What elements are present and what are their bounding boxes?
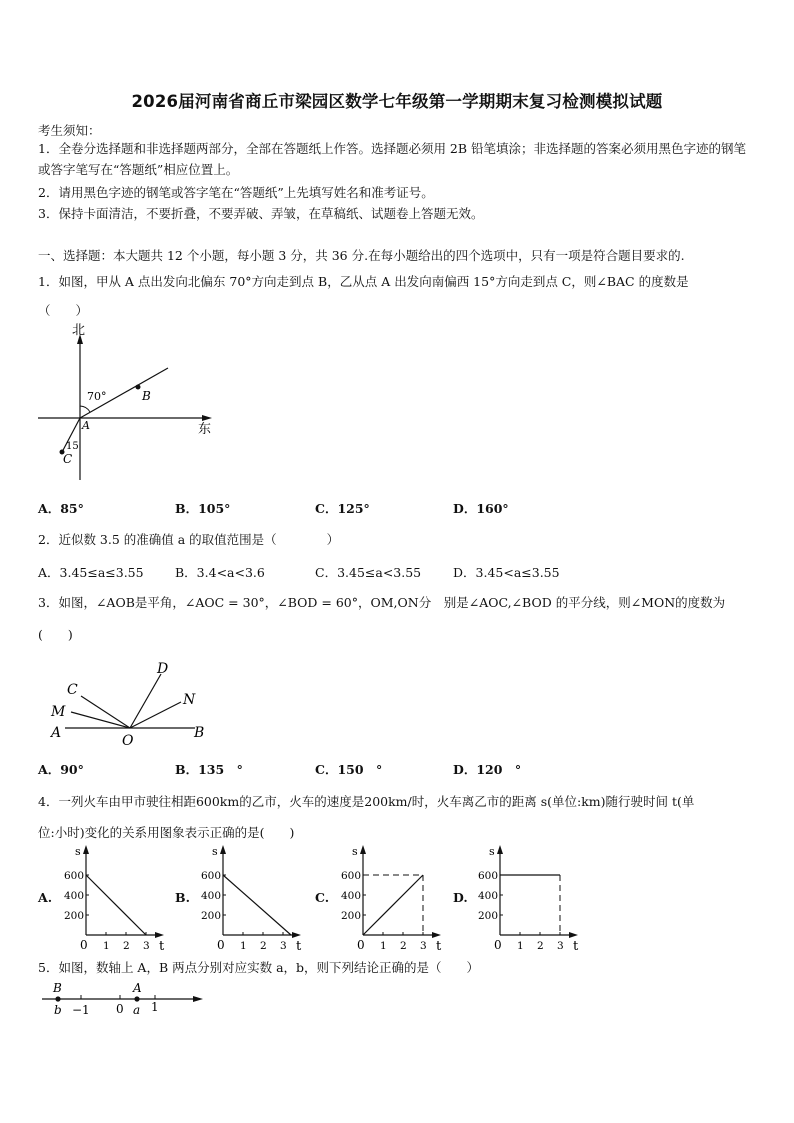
s-axis-arrow [360,845,366,854]
point-a [134,996,139,1001]
s-axis-arrow [497,845,503,854]
x-tick-label: 1 [517,940,524,952]
label-b-lower: b [54,1003,62,1017]
x-tick-label: 2 [123,940,130,952]
series-line [363,875,423,935]
y-tick-label: 400 [64,890,85,902]
y-tick-label: 600 [64,870,85,882]
x-tick-label: 2 [537,940,544,952]
x-tick-label: 3 [143,940,150,952]
s-axis-arrow [83,845,89,854]
label-one: 1 [151,1000,159,1014]
axis-arrow [193,996,203,1002]
angle-70-label: 70° [87,390,107,403]
label-b: B [142,389,151,403]
q4-option-b-letter: B. [175,890,190,905]
s-axis-label: s [212,845,218,858]
label-o: O [122,733,134,749]
label-m: M [51,704,66,720]
q1-option-c: C．125° [315,501,370,516]
x-tick-label: 1 [380,940,387,952]
q1-option-b: B．105° [175,501,231,516]
q2-option-b: B．3.4<a<3.6 [175,565,265,580]
q1-paren: （ ） [38,303,89,318]
y-tick-label: 200 [201,910,222,922]
east-arrow [202,415,212,421]
y-tick-label: 400 [478,890,499,902]
x-tick-label: 2 [400,940,407,952]
label-a: A [51,725,62,741]
point-b [136,385,141,390]
notice-item-1: 1．全卷分选择题和非选择题两部分，全部在答题纸上作答。选择题必须用 2B 铅笔填涂；非选择题的答案必须用黑色字迹的钢笔或答字笔写在“答题纸”相应位置上。 [38,141,747,177]
ray-om [71,712,130,728]
label-c: C [63,452,73,466]
east-label: 东 [198,422,212,437]
x-tick-label: 3 [280,940,287,952]
q5-text: 5．如图，数轴上 A，B 两点分别对应实数 a，b，则下列结论正确的是（ ） [38,960,480,975]
notice-heading: 考生须知： [38,123,101,138]
q2-option-a: A．3.45≤a≤3.55 [38,565,144,580]
angle-arc-70 [80,406,90,412]
north-label: 北 [72,323,86,338]
label-zero: 0 [116,1002,124,1016]
q1-text: 1．如图，甲从 A 点出发向北偏东 70°方向走到点 B，乙从点 A 出发向南偏西 15°方向走到点 C，则∠BAC 的度数是 [38,274,689,289]
t-axis-label: t [573,939,579,954]
t-axis-arrow [155,932,164,938]
q3-text: 3．如图，∠AOB是平角，∠AOC = 30°，∠BOD = 60°，OM,ON分 别是∠AOC,∠BOD 的平分线，则∠MON的度数为 [38,595,726,610]
t-axis-label: t [296,939,302,954]
x-tick-label: 1 [240,940,247,952]
y-tick-label: 200 [64,910,85,922]
series-line [223,875,291,935]
q4-text-2: 位:小时)变化的关系用图象表示正确的是( ) [38,825,295,840]
q4-graph-b [195,843,305,954]
x-tick-label: 0 [217,938,225,952]
q4-option-d-letter: D. [453,890,468,905]
point-b [55,996,60,1001]
y-tick-label: 400 [341,890,362,902]
y-tick-label: 600 [478,870,499,882]
section-heading: 一、选择题：本大题共 12 个小题，每小题 3 分，共 36 分.在每小题给出的四个选项中，只有一项是符合题目要求的. [38,248,685,263]
q2-option-c: C．3.45≤a<3.55 [315,565,422,580]
q4-graph-c [335,843,445,954]
q4-option-c-letter: C. [315,890,330,905]
series-line [86,875,146,935]
q4-graph-d [472,843,582,954]
label-a: A [82,419,90,432]
label-a-upper: A [133,981,142,995]
x-tick-label: 3 [420,940,427,952]
notice-item-2: 2．请用黑色字迹的钢笔或答字笔在“答题纸”上先填写姓名和准考证号。 [38,185,434,200]
s-axis-label: s [75,845,81,858]
y-tick-label: 600 [201,870,222,882]
s-axis-label: s [489,845,495,858]
q1-option-a: A．85° [38,501,84,516]
label-b-upper: B [53,981,62,995]
q2-text: 2．近似数 3.5 的准确值 a 的取值范围是（ ） [38,532,340,547]
x-tick-label: 2 [260,940,267,952]
x-tick-label: 0 [494,938,502,952]
q2-option-d: D．3.45<a≤3.55 [453,565,560,580]
y-tick-label: 600 [341,870,362,882]
q5-number-line [38,980,208,1020]
ray-oc [81,696,130,728]
q1-figure [30,323,220,490]
label-a-lower: a [133,1003,141,1017]
y-tick-label: 200 [478,910,499,922]
t-axis-label: t [159,939,165,954]
label-b: B [194,725,205,741]
label-c: C [67,682,78,698]
q3-paren: ( ) [38,627,73,642]
angle-15-label: 15 [66,441,79,452]
t-axis-label: t [436,939,442,954]
s-axis-arrow [220,845,226,854]
notice-item-3: 3．保持卡面清洁，不要折叠，不要弄破、弄皱，在草稿纸、试题卷上答题无效。 [38,206,484,221]
label-n: N [183,692,196,708]
x-tick-label: 1 [103,940,110,952]
page-title: 2026届河南省商丘市梁园区数学七年级第一学期期末复习检测模拟试题 [131,92,663,111]
t-axis-arrow [432,932,441,938]
s-axis-label: s [352,845,358,858]
q1-option-d: D．160° [453,501,509,516]
q4-graph-a [58,843,168,954]
x-tick-label: 0 [357,938,365,952]
x-tick-label: 3 [557,940,564,952]
y-tick-label: 200 [341,910,362,922]
label-d: D [157,661,169,677]
label-minus-one: −1 [72,1003,90,1017]
q3-option-d: D．120 ° [453,762,522,777]
q4-text-1: 4．一列火车由甲市驶往相距600km的乙市，火车的速度是200km/时，火车离乙市的距离 s(单位:km)随行驶时间 t(单 [38,794,695,809]
q3-option-a: A．90° [38,762,84,777]
t-axis-arrow [292,932,301,938]
y-tick-label: 400 [201,890,222,902]
t-axis-arrow [569,932,578,938]
q3-option-b: B．135 ° [175,762,243,777]
q3-figure [45,658,220,748]
q4-option-a-letter: A. [38,890,53,905]
q3-option-c: C．150 ° [315,762,383,777]
x-tick-label: 0 [80,938,88,952]
